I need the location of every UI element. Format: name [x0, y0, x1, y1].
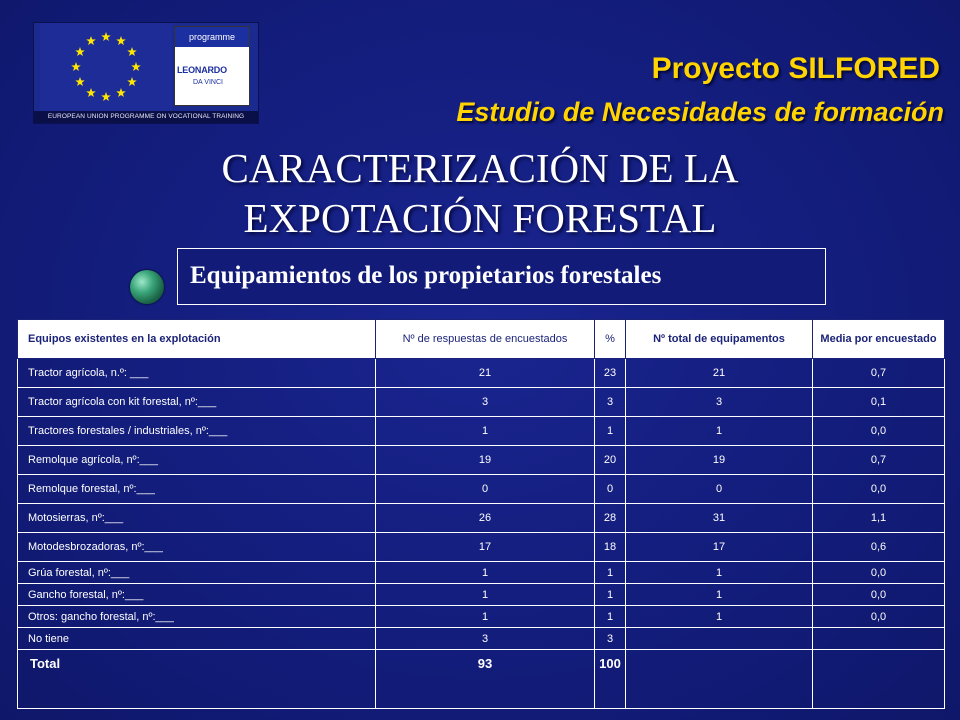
- row-total: 1: [626, 417, 813, 446]
- row-total: 3: [626, 388, 813, 417]
- table-row: [18, 359, 945, 388]
- row-percent: 18: [595, 533, 626, 562]
- row-percent: 1: [595, 562, 626, 584]
- row-mean: 0,7: [813, 446, 945, 475]
- row-responses: 1: [376, 562, 595, 584]
- row-mean: 1,1: [813, 504, 945, 533]
- subtitle-box: [177, 248, 826, 305]
- row-label: Otros: gancho forestal, nº:___: [18, 606, 376, 628]
- table-total-row: [18, 650, 945, 709]
- table-row: [18, 475, 945, 504]
- leonardo-sub: DA VINCI: [193, 79, 223, 86]
- study-title: Estudio de Necesidades de formación: [456, 97, 944, 127]
- row-label: Tractores forestales / industriales, nº:___: [18, 417, 376, 446]
- row-responses: 0: [376, 475, 595, 504]
- row-total: [626, 628, 813, 650]
- table-row: [18, 562, 945, 584]
- subtitle: Equipamientos de los propietarios forestales: [190, 262, 662, 289]
- row-label: Grúa forestal, nº:___: [18, 562, 376, 584]
- row-total: 21: [626, 359, 813, 388]
- row-total: 19: [626, 446, 813, 475]
- table-row: [18, 584, 945, 606]
- row-mean: 0,0: [813, 475, 945, 504]
- row-responses: 26: [376, 504, 595, 533]
- table-row: [18, 628, 945, 650]
- row-percent: 28: [595, 504, 626, 533]
- eu-flag-icon: [40, 23, 172, 111]
- row-mean: 0,0: [813, 584, 945, 606]
- row-responses: 3: [376, 388, 595, 417]
- equipment-table: [17, 319, 945, 709]
- row-percent: 20: [595, 446, 626, 475]
- table-header-row: [18, 320, 945, 359]
- row-responses: 21: [376, 359, 595, 388]
- row-responses: 1: [376, 417, 595, 446]
- table-row: [18, 533, 945, 562]
- row-total: 0: [626, 475, 813, 504]
- total-mean: [813, 650, 945, 709]
- project-title: Proyecto SILFORED: [651, 52, 940, 85]
- leonardo-logo: [174, 26, 250, 106]
- row-label: Remolque forestal, nº:___: [18, 475, 376, 504]
- total-responses: 93: [376, 650, 595, 709]
- row-responses: 3: [376, 628, 595, 650]
- table-row: [18, 388, 945, 417]
- header-total-equipment: Nº total de equipamentos: [626, 320, 813, 359]
- header-percent: %: [595, 320, 626, 359]
- row-label: No tiene: [18, 628, 376, 650]
- page-title-line-1: CARACTERIZACIÓN DE LA: [221, 145, 739, 191]
- globe-bullet-icon: [130, 270, 164, 304]
- page-title: [150, 143, 810, 243]
- table-row: [18, 417, 945, 446]
- row-total: 1: [626, 562, 813, 584]
- leonardo-programme-label: programme: [175, 27, 249, 47]
- row-label: Motosierras, nº:___: [18, 504, 376, 533]
- row-label: Motodesbrozadoras, nº:___: [18, 533, 376, 562]
- total-equipment: [626, 650, 813, 709]
- row-label: Tractor agrícola con kit forestal, nº:___: [18, 388, 376, 417]
- row-percent: 0: [595, 475, 626, 504]
- row-mean: 0,0: [813, 606, 945, 628]
- row-label: Remolque agrícola, nº:___: [18, 446, 376, 475]
- row-percent: 1: [595, 584, 626, 606]
- row-responses: 1: [376, 584, 595, 606]
- row-label: Gancho forestal, nº:___: [18, 584, 376, 606]
- row-mean: [813, 628, 945, 650]
- row-mean: 0,0: [813, 562, 945, 584]
- total-percent: 100: [595, 650, 626, 709]
- row-mean: 0,0: [813, 417, 945, 446]
- row-total: 1: [626, 606, 813, 628]
- row-mean: 0,1: [813, 388, 945, 417]
- table-row: [18, 606, 945, 628]
- row-percent: 23: [595, 359, 626, 388]
- row-total: 31: [626, 504, 813, 533]
- header-responses: Nº de respuestas de encuestados: [376, 320, 595, 359]
- row-responses: 19: [376, 446, 595, 475]
- row-mean: 0,6: [813, 533, 945, 562]
- total-label: Total: [18, 650, 376, 709]
- row-label: Tractor agrícola, n.º: ___: [18, 359, 376, 388]
- table-row: [18, 446, 945, 475]
- row-responses: 17: [376, 533, 595, 562]
- eu-caption: EUROPEAN UNION PROGRAMME ON VOCATIONAL TRAINING: [34, 111, 258, 123]
- row-percent: 1: [595, 417, 626, 446]
- header-equipment: Equipos existentes en la explotación: [18, 320, 376, 359]
- leonardo-name: LEONARDO: [177, 65, 227, 75]
- header-mean: Media por encuestado: [813, 320, 945, 359]
- row-total: 1: [626, 584, 813, 606]
- row-total: 17: [626, 533, 813, 562]
- page-title-line-2: EXPOTACIÓN FORESTAL: [243, 195, 717, 241]
- row-percent: 3: [595, 628, 626, 650]
- row-percent: 1: [595, 606, 626, 628]
- row-mean: 0,7: [813, 359, 945, 388]
- row-percent: 3: [595, 388, 626, 417]
- table-row: [18, 504, 945, 533]
- row-responses: 1: [376, 606, 595, 628]
